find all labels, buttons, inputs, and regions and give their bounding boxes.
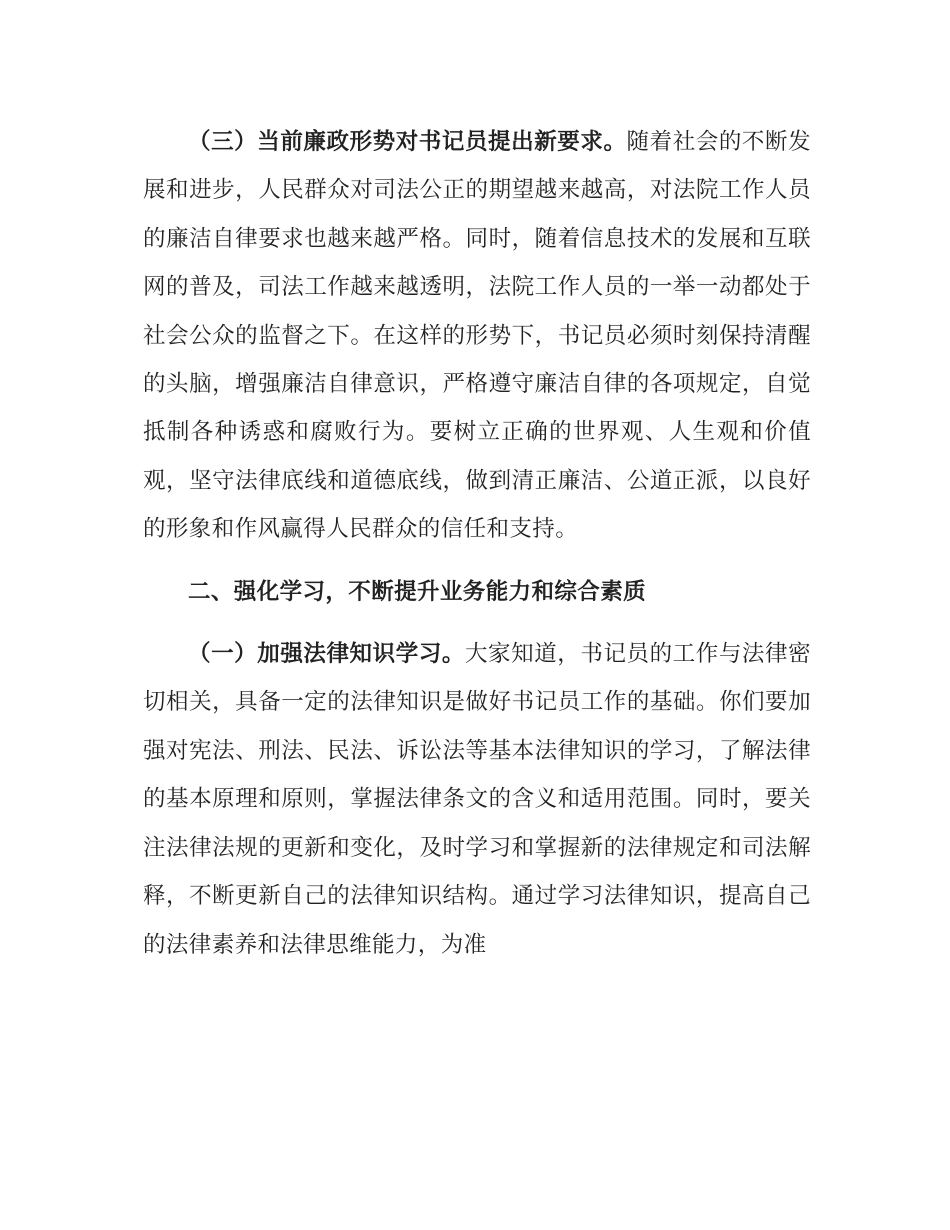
paragraph-lead-bold: （三）当前廉政形势对书记员提出新要求。 [188,129,627,155]
paragraph-body: 随着社会的不断发展和进步，人民群众对司法公正的期望越来越高，对法院工作人员的廉洁自律要求也越来越严格。同时，随着信息技术的发展和互联网的普及，司法工作越来越透明，法院工作人员的一举一动都处于社会公众的监督之下。在这样的形势下，书记员必须时刻保持清醒的头脑，增强廉洁自律意识，严格遵守廉洁自律的各项规定，自觉抵制各种诱惑和腐败行为。要树立正确的世界观、人生观和价值观，坚守法律底线和道德底线，做到清正廉洁、公道正派，以良好的形象和作风赢得人民群众的信任和支持。 [143,129,811,543]
paragraph-lead-bold: （一）加强法律知识学习。 [188,641,465,668]
paragraph-legal-knowledge [143,630,811,969]
document-page [143,118,811,969]
section-gap [143,616,811,630]
paragraph-integrity-requirements [143,118,811,554]
section-gap [143,554,811,568]
section-heading: 二、强化学习，不断提升业务能力和综合素质 [188,578,647,605]
paragraph-body: 大家知道，书记员的工作与法律密切相关，具备一定的法律知识是做好书记员工作的基础。你们要加强对宪法、刑法、民法、诉讼法等基本法律知识的学习，了解法律的基本原理和原则，掌握法律条文的含义和适用范围。同时，要关注法律法规的更新和变化，及时学习和掌握新的法律规定和司法解释，不断更新自己的法律知识结构。通过学习法律知识，提高自己的法律素养和法律思维能力，为准 [143,641,811,958]
